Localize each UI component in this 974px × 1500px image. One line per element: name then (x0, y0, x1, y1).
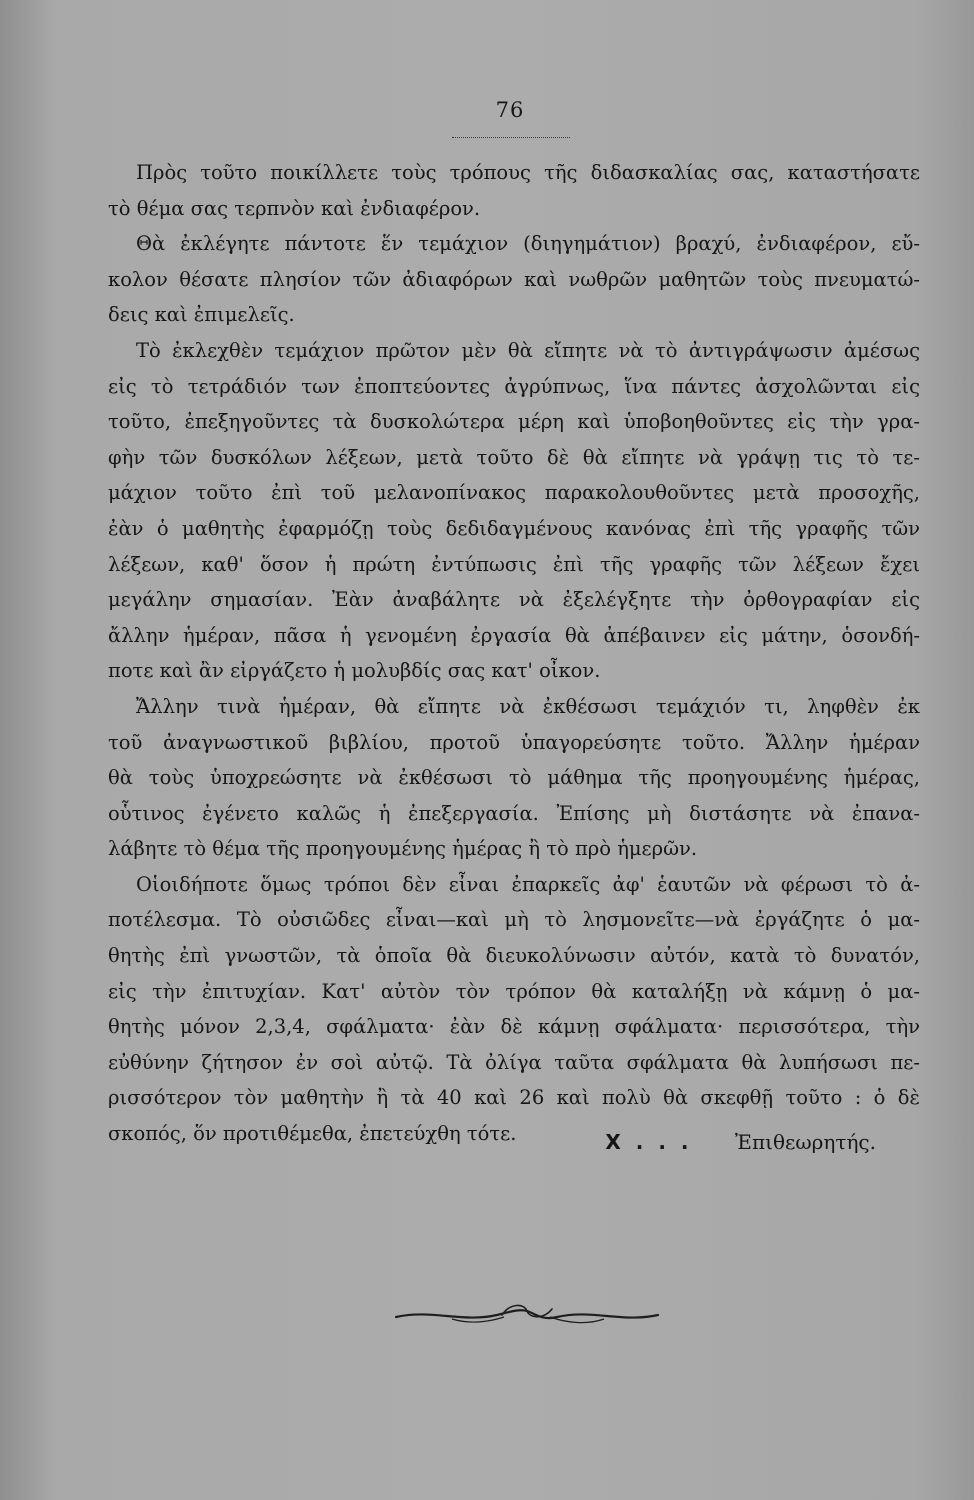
text-line: τοῦτο, ἐπεξηγοῦντες τὰ δυσκολώτερα μέρη καὶ ὑποβοηθοῦντες εἰς τὴν γρα- (108, 410, 920, 434)
text-line: φὴν τῶν δυσκόλων λέξεων, μετὰ τοῦτο δὲ θὰ εἴπητε νὰ γράψῃ τις τὸ τε- (108, 445, 920, 469)
text-line: τὸ θέμα σας τερπνὸν καὶ ἐνδιαφέρον. (108, 196, 481, 220)
text-line: ἐὰν ὁ μαθητὴς ἐφαρμόζῃ τοὺς δεδιδαγμένους κανόνας ἐπὶ τῆς γραφῆς τῶν (108, 516, 920, 540)
text-line: λάβητε τὸ θέμα τῆς προηγουμένης ἡμέρας ἢ τὸ πρὸ ἡμερῶν. (108, 837, 698, 861)
text-line: Οἱοιδήποτε ὅμως τρόποι δὲν εἶναι ἐπαρκεῖς ἀφ' ἑαυτῶν νὰ φέρωσι τὸ ἀ- (136, 872, 920, 896)
text-line: Ἄλλην τινὰ ἡμέραν, θὰ εἴπητε νὰ ἐκθέσωσι τεμάχιόν τι, ληφθὲν ἐκ (136, 694, 920, 718)
text-line: Θὰ ἐκλέγητε πάντοτε ἕν τεμάχιον (διηγημάτιον) βραχύ, ἐνδιαφέρον, εὔ- (136, 232, 920, 256)
text-line: ποτε καὶ ἂν εἰργάζετο ἡ μολυβδίς σας κατ' οἶκον. (108, 659, 601, 683)
text-line: ἄλλην ἡμέραν, πᾶσα ἡ γενομένη ἐργασία θὰ ἀπέβαινεν εἰς μάτην, ὁσονδή- (108, 623, 920, 647)
text-line: οὗτινος ἐγένετο καλῶς ἡ ἐπεξεργασία. Ἐπίσης μὴ διστάσητε νὰ ἐπανα- (108, 801, 920, 825)
text-line: θὰ τοὺς ὑποχρεώσητε νὰ ἐκθέσωσι τὸ μάθημα τῆς προηγουμένης ἡμέρας, (108, 766, 920, 790)
text-line: ρισσότερον τὸν μαθητὴν ἢ τὰ 40 καὶ 26 καὶ πολὺ θὰ σκεφθῇ τοῦτο : ὁ δὲ (108, 1086, 920, 1110)
body-text (108, 155, 920, 1152)
text-line: Τὸ ἐκλεχθὲν τεμάχιον πρῶτον μὲν θὰ εἴπητε νὰ τὸ ἀντιγράψωσιν ἀμέσως (136, 338, 920, 362)
text-line: θητὴς μόνον 2,3,4, σφάλματα· ἐὰν δὲ κάμνῃ σφάλματα· περισσότερα, τὴν (108, 1015, 920, 1039)
text-line: σκοπός, ὅν προτιθέμεθα, ἐπετεύχθη τότε. (108, 1122, 517, 1146)
text-line: μάχιον τοῦτο ἐπὶ τοῦ μελανοπίνακος παρακολουθοῦντες μετὰ προσοχῆς, (108, 481, 920, 505)
text-line: τοῦ ἀναγνωστικοῦ βιβλίου, προτοῦ ὑπαγορεύσητε τοῦτο. Ἄλλην ἡμέραν (108, 730, 920, 754)
text-line: εἰς τὸ τετράδιόν των ἐποπτεύοντες ἀγρύπνως, ἵνα πάντες ἀσχολῶνται εἰς (108, 374, 920, 398)
header-rule (452, 137, 570, 138)
text-line: κολον θέσατε πλησίον τῶν ἀδιαφόρων καὶ νωθρῶν μαθητῶν τοὺς πνευματώ- (108, 267, 920, 291)
ornament-divider (392, 1295, 662, 1335)
text-line: δεις καὶ ἐπιμελεῖς. (108, 303, 295, 327)
text-line: ποτέλεσμα. Τὸ οὐσιῶδες εἶναι—καὶ μὴ τὸ λησμονεῖτε—νὰ ἐργάζητε ὁ μα- (108, 908, 920, 932)
text-line: εὐθύνην ζήτησον ἐν σοὶ αὐτῷ. Τὰ ὀλίγα ταῦτα σφάλματα θὰ λυπήσωσι πε- (108, 1050, 920, 1074)
text-line: εἰς τὴν ἐπιτυχίαν. Κατ' αὐτὸν τὸν τρόπον θὰ καταλήξῃ νὰ κάμνῃ ὁ μα- (108, 979, 920, 1003)
text-line: θητὴς ἐπὶ γνωστῶν, τὰ ὁποῖα θὰ διευκολύνωσιν αὐτόν, κατὰ τὸ δυνατόν, (108, 944, 920, 968)
signature (605, 1130, 876, 1154)
text-line: Πρὸς τοῦτο ποικίλλετε τοὺς τρόπους τῆς διδασκαλίας σας, καταστήσατε (136, 161, 920, 184)
text-line: λέξεων, καθ' ὅσον ἡ πρώτη ἐντύπωσις ἐπὶ τῆς γραφῆς τῶν λέξεων ἔχει (108, 552, 920, 576)
page-number: 76 (495, 98, 525, 122)
text-line: μεγάλην σημασίαν. Ἐὰν ἀναβάλητε νὰ ἐξελέγξητε τὴν ὀρθογραφίαν εἰς (108, 588, 920, 612)
signature-mark: X . . . (605, 1130, 693, 1154)
signature-title: Ἐπιθεωρητής. (734, 1130, 876, 1154)
